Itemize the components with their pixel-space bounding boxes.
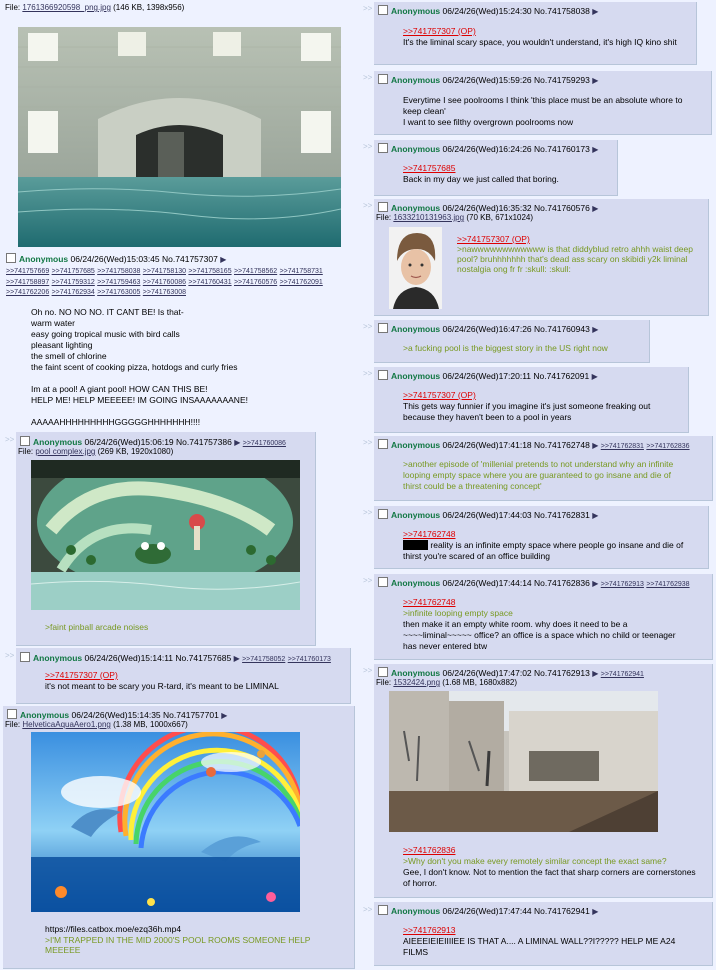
poster-name: Anonymous [391, 324, 441, 334]
reply-post [374, 71, 712, 135]
checkbox-icon[interactable] [20, 436, 30, 446]
backlink[interactable]: >>741757685 [51, 268, 95, 275]
backlink[interactable]: >>741758731 [279, 268, 323, 275]
backlink[interactable]: >>741762938 [646, 581, 690, 588]
poster-name: Anonymous [391, 371, 441, 381]
file-link[interactable]: HelveticaAquaAero1.png [22, 720, 111, 729]
reply-post [374, 506, 709, 569]
poster-name: Anonymous [33, 653, 83, 663]
quote-link[interactable]: >>741762748 [403, 529, 456, 539]
quote-link[interactable]: >>741762913 [403, 925, 456, 935]
post-message: >>741762748 spoiler reality is an infinite empty space where people go insane and die of thirst you're scared of an office building [403, 529, 701, 562]
post-message: >>741762836 >Why don't you make every remotely similar concept the exact same? Gee, I don't know. Not to mention the fact that sharp corners are cornerstones of horror. [403, 845, 703, 889]
reply-post [3, 706, 355, 969]
triangle-right-icon[interactable]: ▶ [591, 372, 598, 381]
quote-link[interactable]: >>741757307 (OP) [45, 670, 118, 680]
quote-link[interactable]: >>741762748 [403, 597, 456, 607]
post-header: Anonymous 06/24/26(Wed)17:20:11 No.741762091 ▶ [378, 370, 598, 381]
post-image[interactable] [31, 460, 300, 610]
reply-arrows: >> [363, 438, 373, 447]
checkbox-icon[interactable] [378, 202, 388, 212]
triangle-right-icon[interactable]: ▶ [592, 907, 599, 916]
post-message: >>741757307 (OP) This gets way funnier if you imagine it's just someone freaking out because they haven't been to a pool in years [403, 390, 683, 423]
post-message: https://files.catbox.moe/ezq36h.mp4 >I'M TRAPPED IN THE MID 2000'S POOL ROOMS SOMEONE HELP MEEEEE [45, 924, 325, 955]
checkbox-icon[interactable] [20, 652, 30, 662]
file-info: File: 1633210131963.jpg (70 KB, 671x1024) [376, 213, 534, 222]
backlink[interactable]: >>741763005 [97, 289, 141, 297]
backlink[interactable]: >>741760086 [142, 278, 186, 286]
file-info: File: 1532424.png (1.68 MB, 1680x882) [376, 678, 518, 687]
backlink[interactable]: >>741759463 [97, 278, 141, 286]
checkbox-icon[interactable] [6, 253, 16, 263]
reply-post [16, 432, 316, 646]
post-message: >>741757685 Back in my day we just called that boring. [403, 163, 559, 184]
triangle-right-icon[interactable]: ▶ [592, 511, 599, 520]
quote-link[interactable]: >>741762836 [403, 845, 456, 855]
backlink[interactable]: >>741760086 [242, 440, 286, 447]
backlink[interactable]: >>741762941 [600, 671, 644, 678]
op-file-info: File: 1761366920598_png.jpg (146 KB, 1398x956) [5, 3, 185, 12]
backlink[interactable]: >>741760576 [233, 278, 278, 286]
op-backlinks [6, 266, 336, 298]
post-message: >>741757307 (OP) It's the liminal scary space, you wouldn't understand, it's high IQ kino shit [403, 26, 688, 48]
triangle-right-icon[interactable]: ▶ [234, 438, 241, 447]
backlink[interactable]: >>741762913 [600, 581, 644, 588]
reply-arrows: >> [363, 666, 373, 675]
triangle-right-icon[interactable]: ▶ [592, 669, 599, 678]
file-link[interactable]: 1532424.png [393, 678, 441, 687]
op-message: Oh no. NO NO NO. IT CANT BE! Is that- warm water easy going tropical music with bird calls pleasant lighting the smell of chlorine the faint scent of cooking pizza, hotdogs and curly fries Im at a pool! A giant pool! HOW CAN THIS BE! HELP ME! HELP MEEEEE! IM GOING INSAAAAAAANE! AAAAAHHHHHHHHHGGGGGHHHHHHH!!!! [31, 307, 248, 427]
file-info: File: pool complex.jpg (269 KB, 1920x1080) [18, 447, 174, 456]
checkbox-icon[interactable] [378, 577, 388, 587]
post-number[interactable]: No.741757307 [162, 254, 218, 264]
checkbox-icon[interactable] [378, 667, 388, 677]
post-header: Anonymous 06/24/26(Wed)17:44:14 No.741762836 ▶ >>741762913 >>741762938 [378, 577, 690, 588]
post-image[interactable] [389, 691, 658, 832]
poster-name: Anonymous [33, 437, 83, 447]
quote-link[interactable]: >>741757685 [403, 163, 456, 173]
triangle-right-icon[interactable]: ▶ [592, 441, 599, 450]
file-info: File: HelveticaAquaAero1.png (1.38 MB, 1000x667) [5, 720, 188, 729]
post-header: Anonymous 06/24/26(Wed)15:59:26 No.741759293 ▶ [378, 74, 598, 85]
backlink[interactable]: >>741758165 [188, 268, 232, 275]
poster-name: Anonymous [391, 906, 441, 916]
backlink[interactable]: >>741757669 [6, 268, 50, 275]
checkbox-icon[interactable] [378, 509, 388, 519]
checkbox-icon[interactable] [378, 439, 388, 449]
backlink[interactable]: >>741762091 [279, 278, 323, 286]
triangle-right-icon[interactable]: ▶ [592, 145, 599, 154]
reply-arrows: >> [363, 576, 373, 585]
greentext: >faint pinball arcade noises [45, 622, 149, 632]
post-header: Anonymous 06/24/26(Wed)15:24:30 No.741758038 ▶ [378, 5, 598, 16]
backlink[interactable]: >>741758052 [242, 656, 286, 663]
checkbox-icon[interactable] [378, 323, 388, 333]
post-header: Anonymous 06/24/26(Wed)16:24:26 No.741760173 ▶ [378, 143, 598, 154]
op-header [6, 253, 226, 264]
backlink[interactable]: >>741758038 [97, 268, 141, 275]
backlink[interactable]: >>741763008 [142, 289, 186, 297]
post-image[interactable] [31, 732, 300, 912]
reply-arrows: >> [363, 4, 373, 13]
reply-post [374, 436, 713, 501]
backlink[interactable]: >>741760431 [188, 278, 232, 286]
reply-arrows: >> [363, 142, 373, 151]
triangle-right-icon[interactable]: ▶ [592, 204, 599, 213]
backlink[interactable]: >>741758130 [142, 268, 186, 275]
poster-name: Anonymous [391, 668, 441, 678]
triangle-right-icon[interactable]: ▶ [592, 325, 599, 334]
checkbox-icon[interactable] [378, 370, 388, 380]
post-header: Anonymous 06/24/26(Wed)15:14:35 No.741757701 ▶ [7, 709, 227, 720]
post-header: Anonymous 06/24/26(Wed)17:47:02 No.741762913 ▶ >>741762941 [378, 667, 644, 678]
greentext: >another episode of 'millenial pretends to not understand why an infinite looping empty space where you are guaranteed to go insane and die of thirst could be a threatening concept' [403, 459, 674, 491]
backlink[interactable]: >>741762206 [6, 289, 50, 297]
backlink[interactable]: >>741762836 [646, 443, 690, 450]
reply-post [374, 367, 689, 433]
file-link[interactable]: 1633210131963.jpg [393, 213, 465, 222]
checkbox-icon[interactable] [378, 74, 388, 84]
triangle-right-icon[interactable]: ▶ [592, 76, 599, 85]
spoiler-text[interactable]: spoiler [403, 540, 429, 550]
reply-post [374, 574, 713, 660]
poster-name: Anonymous [20, 710, 70, 720]
poster-name: Anonymous [391, 144, 441, 154]
post-header: Anonymous 06/24/26(Wed)17:44:03 No.741762831 ▶ [378, 509, 598, 520]
quote-link[interactable]: >>741757307 (OP) [403, 26, 476, 36]
reply-post [374, 2, 697, 65]
post-image[interactable] [389, 227, 442, 309]
checkbox-icon[interactable] [378, 143, 388, 153]
backlink[interactable]: >>741758562 [233, 268, 278, 275]
reply-arrows: >> [363, 508, 373, 517]
backlink[interactable]: >>741762831 [600, 443, 644, 450]
quote-link[interactable]: >>741757307 (OP) [403, 390, 476, 400]
poster-name: Anonymous [391, 510, 441, 520]
backlink[interactable]: >>741758897 [6, 278, 50, 286]
checkbox-icon[interactable] [378, 5, 388, 15]
op-image[interactable] [18, 27, 341, 247]
poster-name: Anonymous [391, 440, 441, 450]
reply-arrows: >> [363, 73, 373, 82]
post-message: Everytime I see poolrooms I think 'this place must be an absolute whore to keep clean' I want to see filthy overgrown poolrooms now [403, 95, 683, 127]
poster-name: Anonymous [391, 578, 441, 588]
triangle-right-icon[interactable]: ▶ [221, 711, 228, 720]
reply-post [374, 140, 618, 196]
url-text: https://files.catbox.moe/ezq36h.mp4 [45, 924, 182, 934]
backlink[interactable]: >>741759312 [51, 278, 95, 286]
greentext: >a fucking pool is the biggest story in the US right now [403, 343, 608, 353]
triangle-right-icon[interactable]: ▶ [233, 654, 240, 663]
reply-arrows: >> [363, 369, 373, 378]
poster-name: Anonymous [391, 203, 441, 213]
post-message: >>741762913 AIEEEIEIEIIIIEE IS THAT A.... A LIMINAL WALL??I????? HELP ME A24 FILMS [403, 925, 693, 958]
backlink[interactable]: >>741760173 [287, 656, 331, 663]
post-message: >>741757307 (OP) it's not meant to be scary you R-tard, it's meant to be LIMINAL [45, 670, 279, 691]
reply-arrows: >> [363, 322, 373, 331]
reply-arrows: >> [5, 651, 15, 660]
post-header: Anonymous 06/24/26(Wed)17:47:44 No.741762941 ▶ [378, 905, 598, 916]
poster-name: Anonymous [19, 254, 69, 264]
reply-arrows: >> [5, 435, 15, 444]
triangle-right-icon[interactable]: ▶ [592, 7, 599, 16]
reply-post [374, 664, 713, 898]
post-message: >>741762748 >infinite looping empty space then make it an empty white room. why does it need to be a ~~~~liminal~~~~~ office? an office is a space which no child or teenager has never entered btw [403, 597, 683, 652]
reply-post [374, 902, 713, 966]
post-datetime: 06/24/26(Wed)15:03:45 [70, 254, 160, 264]
poster-name: Anonymous [391, 6, 441, 16]
post-header: Anonymous 06/24/26(Wed)15:14:11 No.741757685 ▶ >>741758052 >>741760173 [20, 652, 331, 663]
reply-arrows: >> [363, 201, 373, 210]
backlink[interactable]: >>741762934 [51, 289, 95, 297]
checkbox-icon[interactable] [378, 905, 388, 915]
post-header: Anonymous 06/24/26(Wed)16:47:26 No.741760943 ▶ [378, 323, 598, 334]
triangle-right-icon[interactable]: ▶ [220, 255, 227, 264]
file-link[interactable]: pool complex.jpg [35, 447, 96, 456]
checkbox-icon[interactable] [7, 709, 17, 719]
reply-arrows: >> [363, 905, 373, 914]
op-file-link[interactable]: 1761366920598_png.jpg [22, 3, 111, 12]
reply-post [374, 320, 650, 363]
post-header: Anonymous 06/24/26(Wed)15:06:19 No.741757386 ▶ >>741760086 [20, 436, 286, 447]
post-header: Anonymous 06/24/26(Wed)17:41:18 No.741762748 ▶ >>741762831 >>741762836 [378, 439, 690, 450]
post-header: Anonymous 06/24/26(Wed)16:35:32 No.741760576 ▶ [378, 202, 598, 213]
post-message: >>741757307 (OP) >nawwwwwwwwwwww is that diddyblud retro ahhh waist deep pool? bruhhhhhhh that's dead ass scary on skibidi y2k liminal nostalgia ong fr fr :skull: :skull: [457, 234, 702, 274]
triangle-right-icon[interactable]: ▶ [592, 579, 599, 588]
quote-link[interactable]: >>741757307 (OP) [457, 234, 530, 244]
poster-name: Anonymous [391, 75, 441, 85]
reply-post [374, 199, 709, 316]
reply-post [16, 648, 351, 704]
